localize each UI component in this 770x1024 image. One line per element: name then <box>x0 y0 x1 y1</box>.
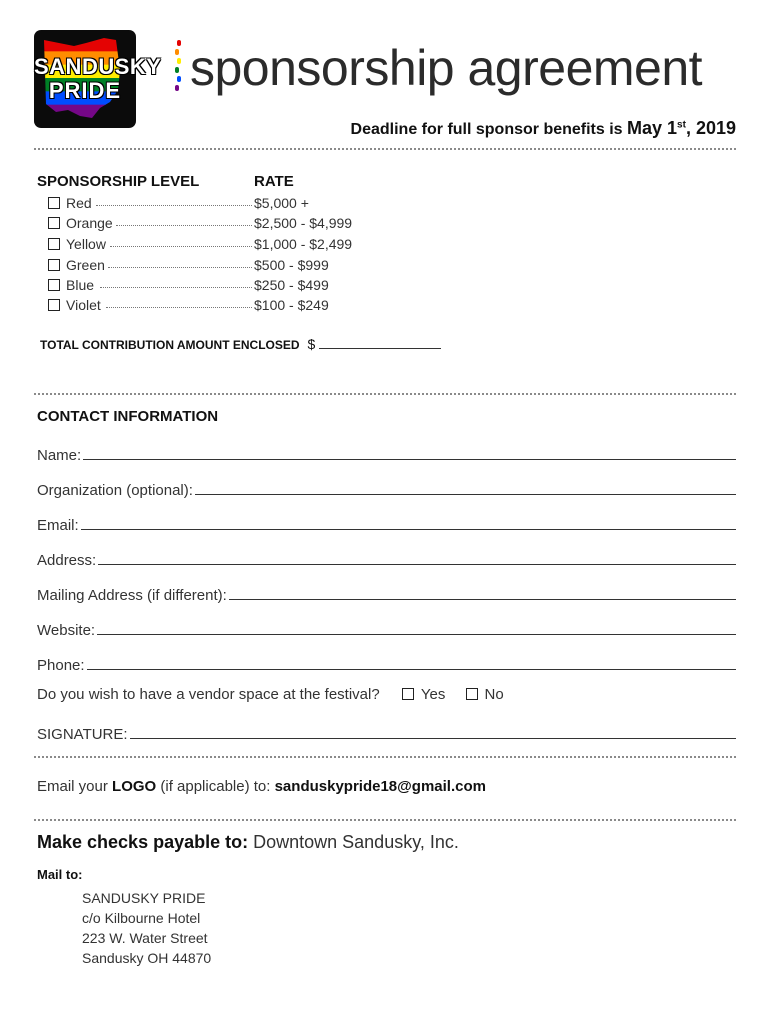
divider <box>34 819 736 821</box>
field-label: Phone: <box>37 657 85 674</box>
vendor-question-text: Do you wish to have a vendor space at the festival? <box>37 686 380 703</box>
address-line: c/o Kilbourne Hotel <box>82 910 201 926</box>
field-line[interactable] <box>97 634 736 635</box>
leader-dots <box>108 267 252 268</box>
rainbow-stripe <box>34 105 136 119</box>
field-label: SIGNATURE: <box>37 726 128 743</box>
page-title: sponsorship agreement <box>190 40 703 96</box>
yes-checkbox[interactable] <box>402 688 414 700</box>
level-name: Red <box>66 195 92 211</box>
no-checkbox[interactable] <box>466 688 478 700</box>
level-rate: $2,500 - $4,999 <box>254 215 353 231</box>
address-line: SANDUSKY PRIDE <box>82 890 206 906</box>
address-field[interactable] <box>37 545 736 569</box>
field-line[interactable] <box>83 459 736 460</box>
level-checkbox[interactable] <box>48 299 60 311</box>
leader-dots <box>100 287 252 288</box>
level-rate: $100 - $249 <box>254 297 329 313</box>
currency-symbol: $ <box>307 336 316 352</box>
field-line[interactable] <box>229 599 736 600</box>
address-line: Sandusky OH 44870 <box>82 950 212 966</box>
deadline-text: Deadline for full sponsor benefits is <box>350 121 628 138</box>
total-contribution <box>40 336 441 352</box>
website-field[interactable] <box>37 615 736 639</box>
rainbow-dot <box>175 67 179 73</box>
field-line[interactable] <box>81 529 736 530</box>
no-label: No <box>484 686 504 703</box>
mailing-address-field[interactable] <box>37 580 736 604</box>
level-rate: $5,000 + <box>254 195 309 211</box>
organization-field[interactable] <box>37 475 736 499</box>
level-checkbox[interactable] <box>48 217 60 229</box>
email-address[interactable]: sanduskypride18@gmail.com <box>274 778 486 795</box>
rate-header: RATE <box>254 173 294 190</box>
deadline-date: May 1 <box>627 118 678 138</box>
field-line[interactable] <box>130 738 736 739</box>
logo-email-instruction <box>37 778 486 795</box>
level-row-blue[interactable] <box>48 277 368 297</box>
email-field[interactable] <box>37 510 736 534</box>
level-row-orange[interactable] <box>48 215 368 235</box>
deadline-date-suffix: st <box>677 119 686 131</box>
rainbow-dot <box>175 49 179 55</box>
total-amount-field[interactable] <box>319 338 441 349</box>
address-line: 223 W. Water Street <box>82 930 208 946</box>
field-line[interactable] <box>98 564 736 565</box>
level-row-red[interactable] <box>48 195 368 215</box>
name-field[interactable] <box>37 440 736 464</box>
logo-email-middle: (if applicable) to: <box>156 778 275 795</box>
level-row-violet[interactable] <box>48 297 368 317</box>
level-name: Violet <box>66 297 101 313</box>
level-name: Blue <box>66 277 95 293</box>
checks-payable <box>37 832 459 853</box>
total-label: TOTAL CONTRIBUTION AMOUNT ENCLOSED <box>40 338 300 352</box>
sandusky-pride-logo <box>34 30 162 128</box>
divider <box>34 148 736 150</box>
divider <box>34 393 736 395</box>
level-rate: $500 - $999 <box>254 257 329 273</box>
level-name: Yellow <box>66 236 106 252</box>
divider <box>34 756 736 758</box>
deadline-year: , 2019 <box>685 118 736 138</box>
contact-header: CONTACT INFORMATION <box>37 408 219 425</box>
level-row-yellow[interactable] <box>48 236 368 256</box>
logo-email-prefix: Email your <box>37 778 113 795</box>
level-checkbox[interactable] <box>48 197 60 209</box>
level-name: Orange <box>66 215 113 231</box>
vendor-question <box>37 686 504 703</box>
mail-to-label: Mail to: <box>37 867 83 882</box>
rainbow-dot <box>177 76 181 82</box>
rainbow-stripe <box>34 38 136 52</box>
level-checkbox[interactable] <box>48 259 60 271</box>
logo-word: LOGO <box>112 778 157 795</box>
level-rate: $1,000 - $2,499 <box>254 236 353 252</box>
level-row-green[interactable] <box>48 257 368 277</box>
field-label: Address: <box>37 552 97 569</box>
field-label: Mailing Address (if different): <box>37 587 227 604</box>
vendor-no-option[interactable] <box>466 686 504 703</box>
rainbow-dot <box>175 85 179 91</box>
rainbow-dot <box>177 40 181 46</box>
field-label: Organization (optional): <box>37 482 193 499</box>
level-checkbox[interactable] <box>48 279 60 291</box>
deadline-notice <box>351 118 736 139</box>
field-line[interactable] <box>195 494 736 495</box>
leader-dots <box>96 205 252 206</box>
level-rate: $250 - $499 <box>254 277 329 293</box>
level-checkbox[interactable] <box>48 238 60 250</box>
level-name: Green <box>66 257 105 273</box>
payee: Downtown Sandusky, Inc. <box>248 832 459 852</box>
rainbow-dots-icon <box>174 40 184 94</box>
rainbow-dot <box>177 58 181 64</box>
leader-dots <box>106 307 252 308</box>
field-label: Name: <box>37 447 82 464</box>
leader-dots <box>116 225 252 226</box>
phone-field[interactable] <box>37 650 736 674</box>
leader-dots <box>110 246 252 247</box>
field-label: Email: <box>37 517 79 534</box>
field-label: Website: <box>37 622 96 639</box>
checks-label: Make checks payable to: <box>37 832 249 852</box>
sponsorship-level-header: SPONSORSHIP LEVEL <box>37 173 200 190</box>
field-line[interactable] <box>87 669 736 670</box>
logo-text-pride: PRIDE <box>48 78 122 103</box>
yes-label: Yes <box>420 686 446 703</box>
signature-field[interactable] <box>37 719 736 743</box>
vendor-yes-option[interactable] <box>402 686 445 703</box>
logo-text-sandusky: SANDUSKY <box>34 54 162 79</box>
